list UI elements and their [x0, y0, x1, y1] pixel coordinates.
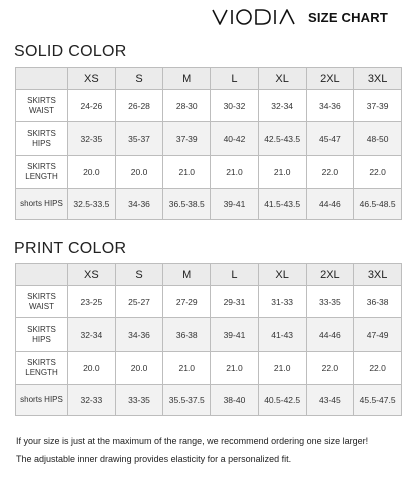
- table-cell: 32-34: [68, 318, 116, 352]
- table-cell: 35-37: [115, 122, 163, 156]
- brand-logo: [212, 8, 302, 26]
- row-label: [16, 286, 68, 318]
- table-cell: 20.0: [68, 352, 116, 385]
- table-cell: 36.5-38.5: [163, 189, 211, 220]
- table-header-row: [16, 264, 402, 286]
- table-cell: 21.0: [211, 156, 259, 189]
- size-header: XL: [258, 264, 306, 286]
- table-cell: 41.5-43.5: [258, 189, 306, 220]
- table-cell: 21.0: [258, 156, 306, 189]
- table-header-row: [16, 68, 402, 90]
- table-cell: 37-39: [354, 90, 402, 122]
- footer-note-line: The adjustable inner drawing provides elasticity for a personalized fit.: [16, 454, 292, 464]
- table-cell: 40.5-42.5: [258, 385, 306, 416]
- table-cell: 20.0: [115, 156, 163, 189]
- row-label-line: WAIST: [28, 105, 55, 115]
- size-header: 3XL: [354, 68, 402, 90]
- table-cell: 47-49: [354, 318, 402, 352]
- solid-color-title: SOLID COLOR: [14, 43, 127, 60]
- row-label-line: HIPS: [32, 138, 51, 148]
- table-row: [16, 286, 402, 318]
- table-cell: 45-47: [306, 122, 354, 156]
- row-label: shorts HIPS: [16, 385, 68, 416]
- row-label: [16, 156, 68, 189]
- table-row: [16, 352, 402, 385]
- size-header: S: [115, 264, 163, 286]
- table-cell: 31-33: [258, 286, 306, 318]
- size-chart-label: SIZE CHART: [308, 9, 388, 25]
- footer-notes: [16, 432, 408, 468]
- table-cell: 48-50: [354, 122, 402, 156]
- row-label-line: SKIRTS: [27, 162, 56, 171]
- table-row: [16, 90, 402, 122]
- table-cell: 26-28: [115, 90, 163, 122]
- table-cell: 30-32: [211, 90, 259, 122]
- table-cell: 32-35: [68, 122, 116, 156]
- table-cell: 43-45: [306, 385, 354, 416]
- size-header: S: [115, 68, 163, 90]
- table-cell: 27-29: [163, 286, 211, 318]
- row-label-line: SKIRTS: [27, 95, 56, 105]
- page-header: [212, 6, 388, 28]
- row-label: shorts HIPS: [16, 189, 68, 220]
- table-cell: 35.5-37.5: [163, 385, 211, 416]
- table-cell: 39-41: [211, 189, 259, 220]
- table-row: [16, 156, 402, 189]
- size-header: 2XL: [306, 68, 354, 90]
- row-label: [16, 352, 68, 385]
- row-label: [16, 90, 68, 122]
- row-label-line: SKIRTS: [27, 358, 56, 367]
- corner-cell: [16, 264, 68, 286]
- table-cell: 21.0: [163, 352, 211, 385]
- size-header: L: [211, 68, 259, 90]
- size-header: XL: [258, 68, 306, 90]
- table-cell: 34-36: [115, 189, 163, 220]
- row-label-line: SKIRTS: [27, 324, 56, 334]
- table-cell: 32-34: [258, 90, 306, 122]
- table-cell: 24-26: [68, 90, 116, 122]
- table-cell: 22.0: [306, 352, 354, 385]
- table-cell: 41-43: [258, 318, 306, 352]
- table-cell: 25-27: [115, 286, 163, 318]
- footer-note-line: If your size is just at the maximum of the range, we recommend ordering one size larger!: [16, 436, 369, 446]
- solid-color-table: [15, 67, 402, 220]
- table-cell: 36-38: [354, 286, 402, 318]
- size-header: XS: [68, 264, 116, 286]
- table-cell: 32-33: [68, 385, 116, 416]
- table-row: [16, 189, 402, 220]
- table-cell: 22.0: [306, 156, 354, 189]
- table-cell: 21.0: [211, 352, 259, 385]
- table-cell: 42.5-43.5: [258, 122, 306, 156]
- row-label-line: LENGTH: [25, 172, 58, 181]
- table-cell: 34-36: [306, 90, 354, 122]
- table-cell: 20.0: [115, 352, 163, 385]
- table-row: [16, 122, 402, 156]
- size-header: M: [163, 68, 211, 90]
- row-label-line: SKIRTS: [27, 291, 56, 301]
- table-cell: 36-38: [163, 318, 211, 352]
- table-cell: 33-35: [306, 286, 354, 318]
- table-cell: 28-30: [163, 90, 211, 122]
- table-cell: 40-42: [211, 122, 259, 156]
- size-header: L: [211, 264, 259, 286]
- table-row: [16, 385, 402, 416]
- table-cell: 23-25: [68, 286, 116, 318]
- table-cell: 29-31: [211, 286, 259, 318]
- table-cell: 20.0: [68, 156, 116, 189]
- table-cell: 21.0: [163, 156, 211, 189]
- row-label: [16, 122, 68, 156]
- table-cell: 44-46: [306, 189, 354, 220]
- row-label-line: SKIRTS: [27, 128, 56, 138]
- size-header: 2XL: [306, 264, 354, 286]
- table-cell: 34-36: [115, 318, 163, 352]
- row-label-line: LENGTH: [25, 368, 58, 377]
- table-cell: 39-41: [211, 318, 259, 352]
- row-label-line: WAIST: [28, 301, 55, 311]
- print-color-table: [15, 263, 402, 416]
- table-cell: 37-39: [163, 122, 211, 156]
- table-cell: 45.5-47.5: [354, 385, 402, 416]
- size-header: 3XL: [354, 264, 402, 286]
- corner-cell: [16, 68, 68, 90]
- table-cell: 32.5-33.5: [68, 189, 116, 220]
- size-header: M: [163, 264, 211, 286]
- table-cell: 22.0: [354, 156, 402, 189]
- table-cell: 38-40: [211, 385, 259, 416]
- row-label: [16, 318, 68, 352]
- table-cell: 46.5-48.5: [354, 189, 402, 220]
- table-cell: 22.0: [354, 352, 402, 385]
- row-label-line: HIPS: [32, 334, 51, 344]
- table-cell: 33-35: [115, 385, 163, 416]
- size-header: XS: [68, 68, 116, 90]
- table-cell: 44-46: [306, 318, 354, 352]
- table-cell: 21.0: [258, 352, 306, 385]
- print-color-title: PRINT COLOR: [14, 240, 127, 257]
- table-row: [16, 318, 402, 352]
